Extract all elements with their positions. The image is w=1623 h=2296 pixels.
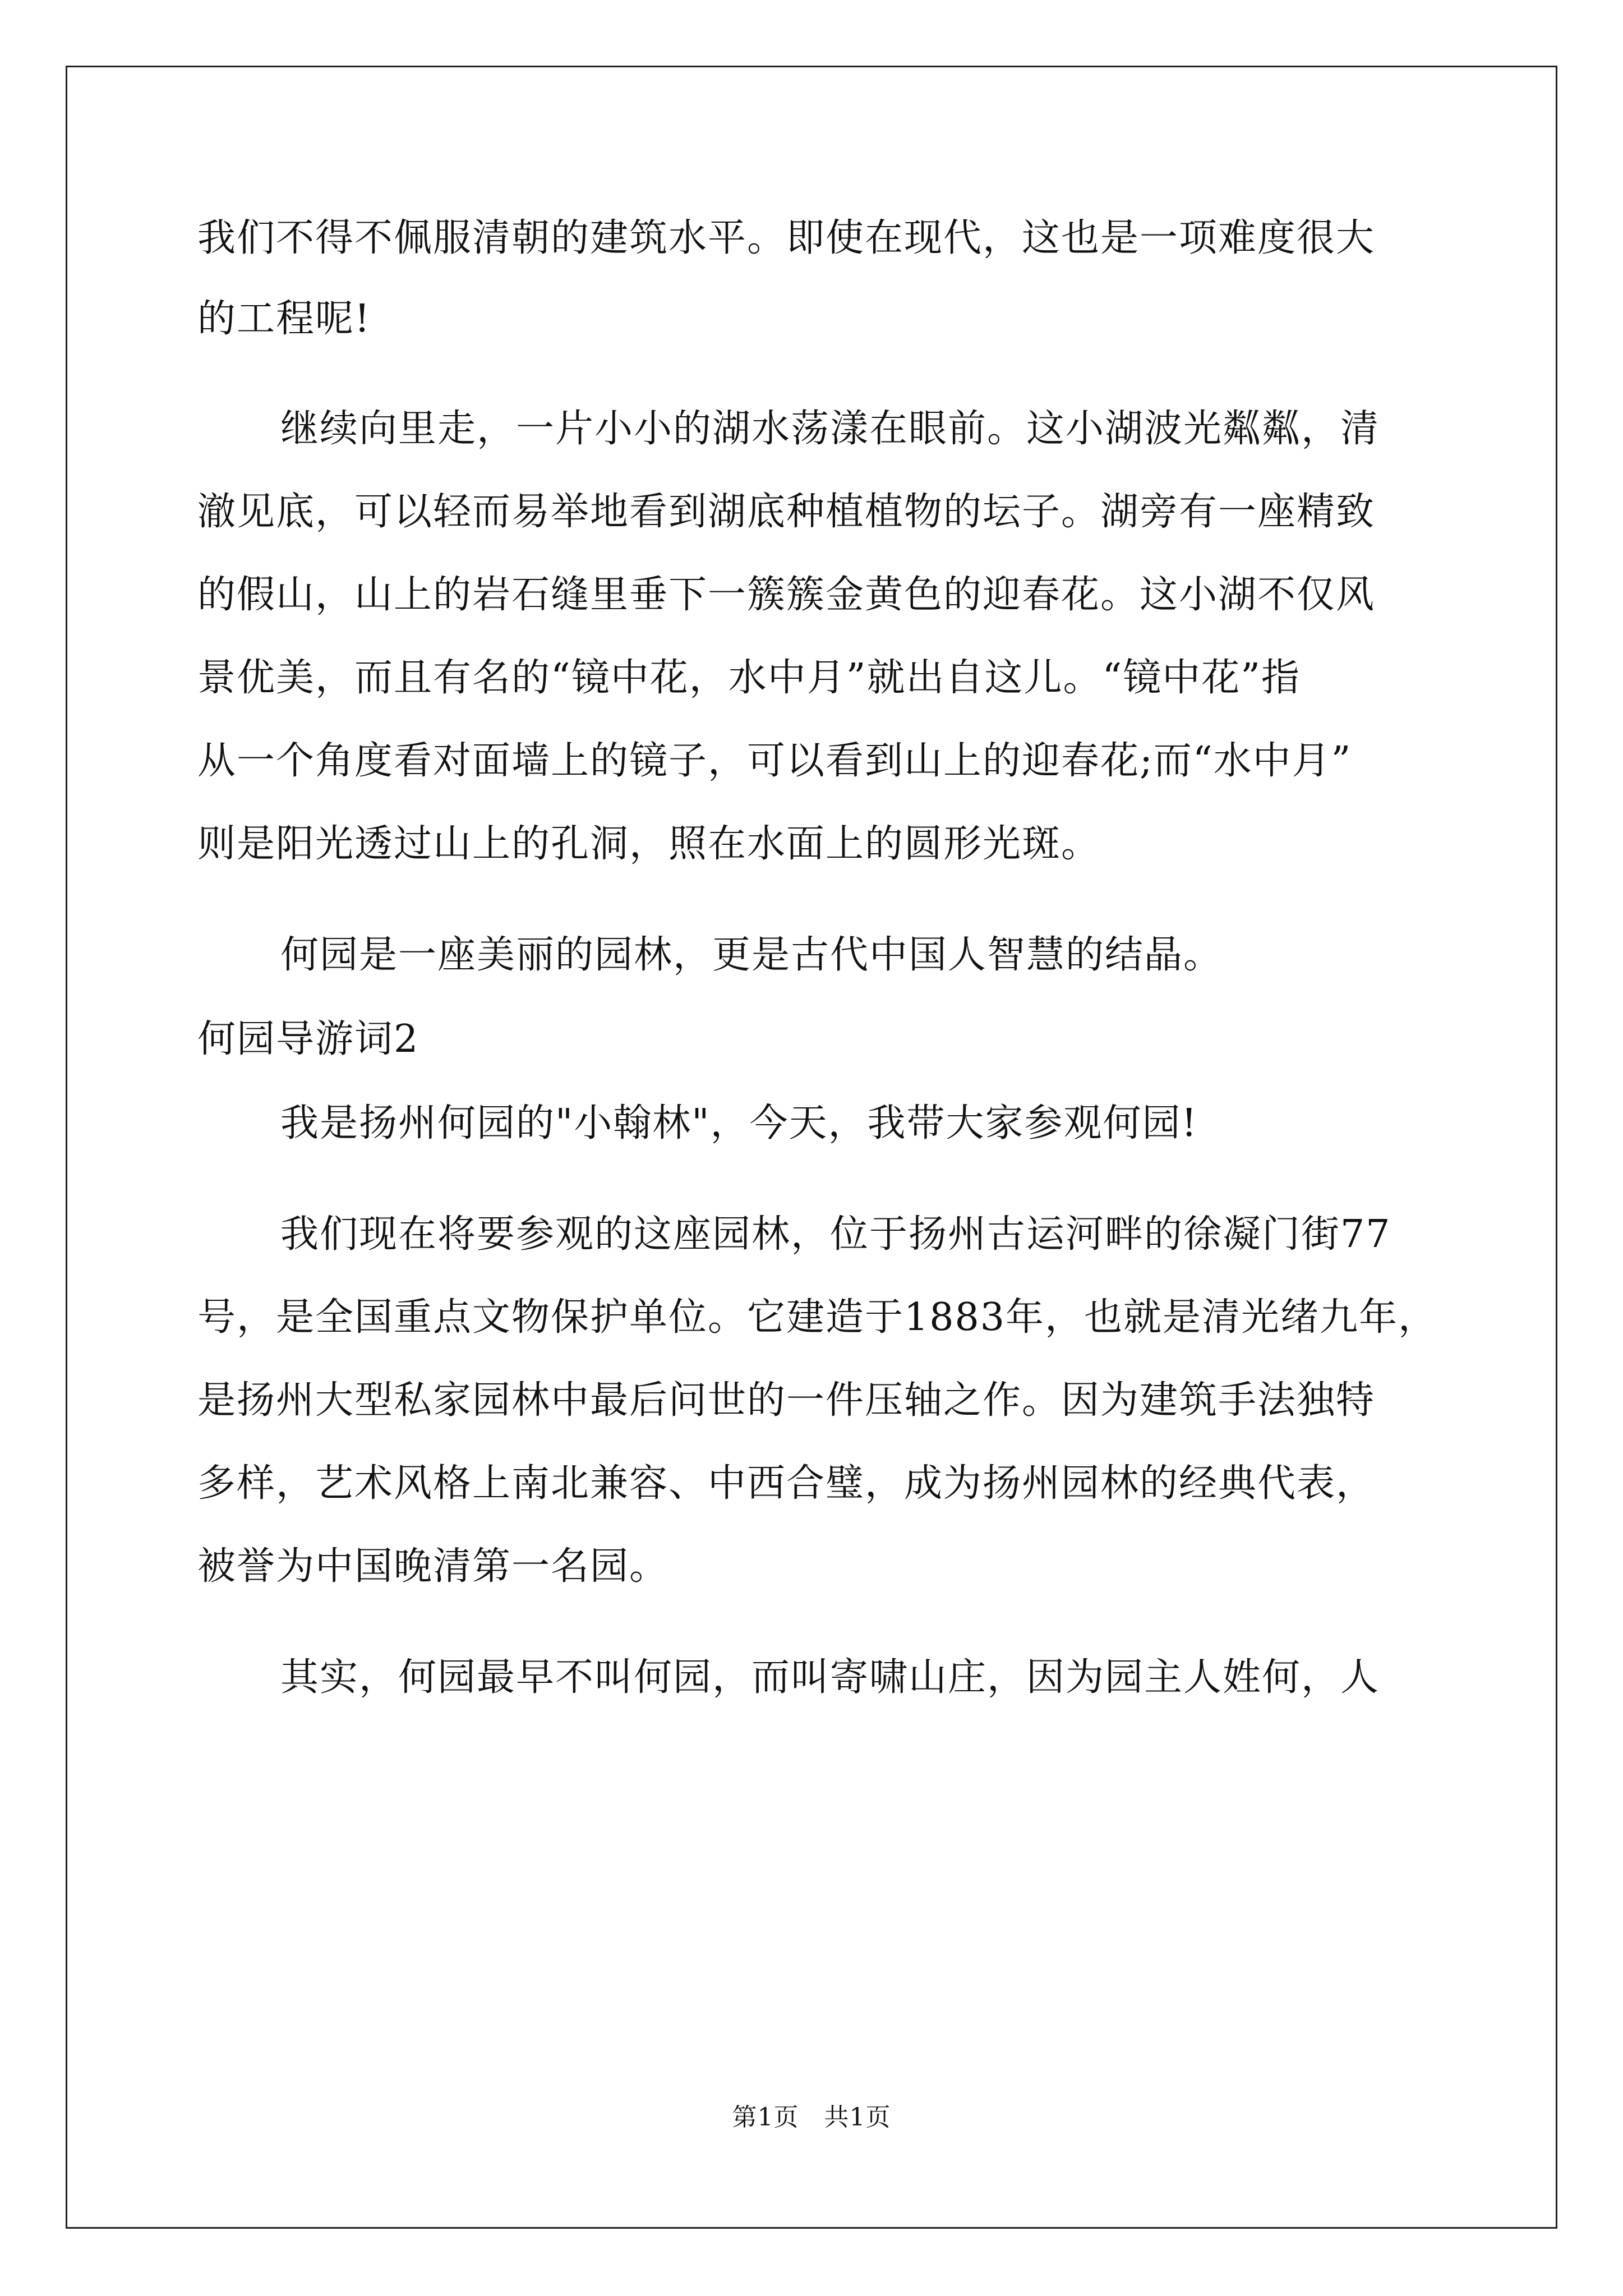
section-heading: 何园导游词2 (197, 1017, 419, 1061)
text-line: 从一个角度看对面墙上的镜子，可以看到山上的迎春花;而“水中月” (197, 739, 1352, 783)
paragraph-start-line: 其实，何园最早不叫何园，而叫寄啸山庄，因为园主人姓何，人 (280, 1655, 1380, 1700)
paragraph-start-line: 我是扬州何园的"小翰林"，今天，我带大家参观何园! (280, 1101, 1198, 1145)
text-line: 被誉为中国晚清第一名园。 (197, 1544, 669, 1589)
paragraph-start-line: 何园是一座美丽的园林，更是古代中国人智慧的结晶。 (280, 933, 1223, 977)
text-line: 的假山，山上的岩石缝里垂下一簇簇金黄色的迎春花。这小湖不仅风 (197, 573, 1376, 617)
text-line: 是扬州大型私家园林中最后问世的一件压轴之作。因为建筑手法独特 (197, 1378, 1376, 1423)
text-line: 号，是全国重点文物保护单位。它建造于1883年，也就是清光绪九年， (197, 1295, 1438, 1340)
text-line: 则是阳光透过山上的孔洞，照在水面上的圆形光斑。 (197, 822, 1101, 866)
text-line: 的工程呢! (197, 297, 371, 341)
paragraph-start-line: 继续向里走，一片小小的湖水荡漾在眼前。这小湖波光粼粼，清 (280, 407, 1380, 451)
page-footer: 第1页 共1页 (732, 2103, 891, 2132)
text-line: 澈见底，可以轻而易举地看到湖底种植植物的坛子。湖旁有一座精致 (197, 490, 1376, 534)
paragraph-start-line: 我们现在将要参观的这座园林，位于扬州古运河畔的徐凝门街77 (280, 1212, 1391, 1257)
text-line: 多样，艺术风格上南北兼容、中西合璧，成为扬州园林的经典代表， (197, 1461, 1376, 1506)
text-line: 景优美，而且有名的“镜中花，水中月”就出自这儿。“镜中花”指 (197, 656, 1301, 700)
text-line: 我们不得不佩服清朝的建筑水平。即使在现代，这也是一项难度很大 (197, 216, 1376, 260)
